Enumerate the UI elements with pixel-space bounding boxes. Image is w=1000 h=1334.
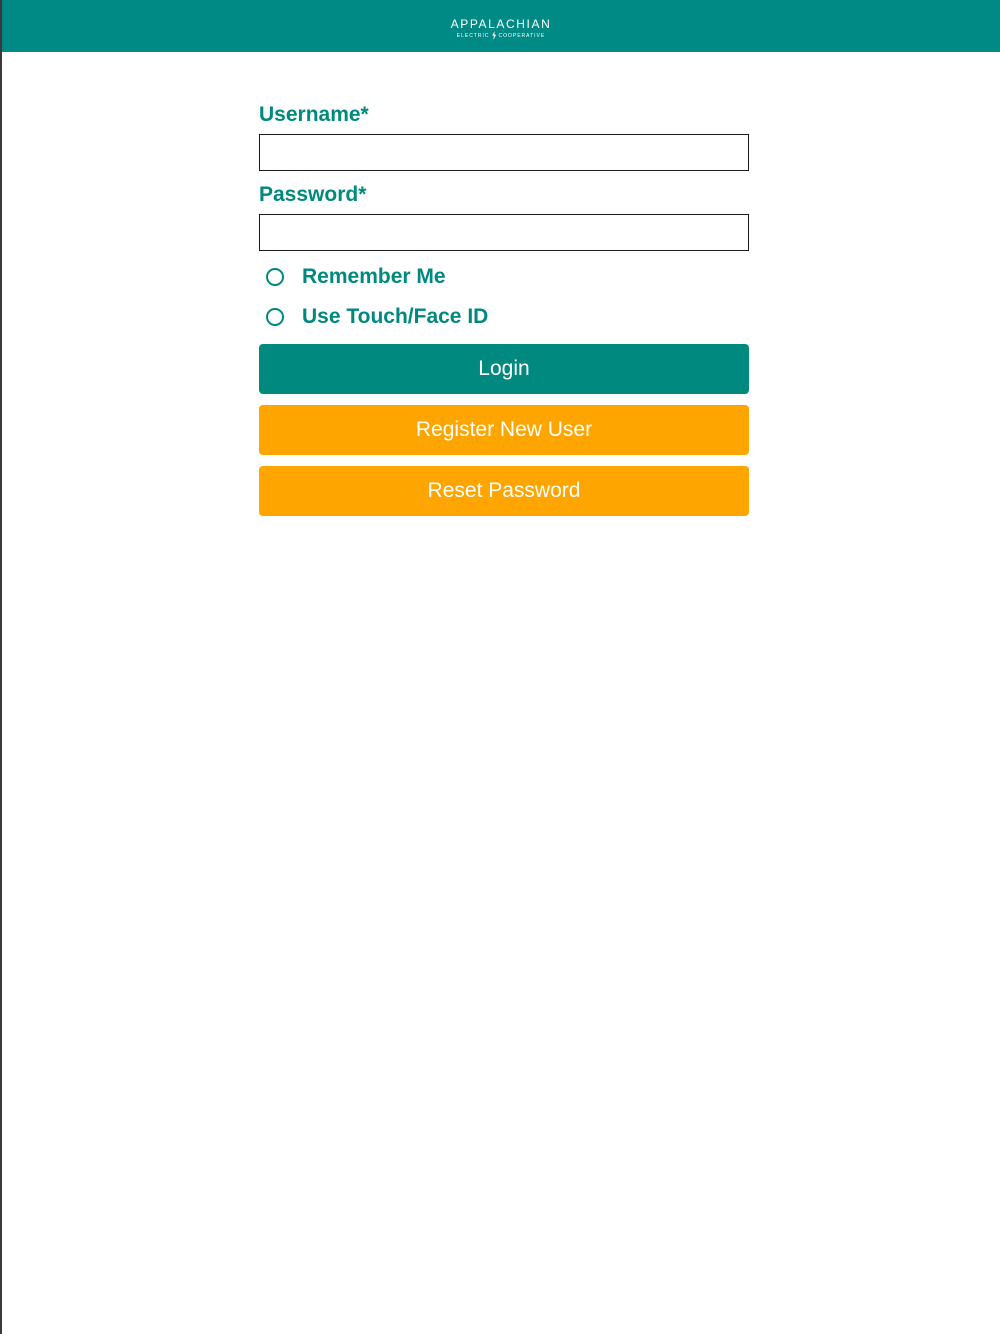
remember-me-label: Remember Me (302, 265, 446, 288)
username-input[interactable] (259, 134, 749, 171)
login-form (259, 100, 749, 516)
appalachian-logo (451, 18, 552, 40)
touch-face-id-option[interactable] (259, 302, 749, 332)
lightning-bolt-icon (491, 31, 496, 40)
password-label: Password* (259, 183, 367, 206)
reset-password-button[interactable]: Reset Password (259, 466, 749, 516)
register-new-user-button[interactable]: Register New User (259, 405, 749, 455)
touch-face-id-radio[interactable] (266, 308, 284, 326)
remember-me-option[interactable] (259, 262, 749, 292)
app-header (2, 0, 1000, 52)
touch-face-id-label: Use Touch/Face ID (302, 305, 489, 328)
logo-subtitle (451, 31, 552, 40)
logo-sub-right: COOPERATIVE (498, 32, 546, 39)
username-label: Username* (259, 103, 369, 126)
login-button[interactable]: Login (259, 344, 749, 394)
password-input[interactable] (259, 214, 749, 251)
logo-sub-left: ELECTRIC (456, 32, 490, 39)
logo-title: APPALACHIAN (450, 17, 552, 31)
remember-me-radio[interactable] (266, 268, 284, 286)
